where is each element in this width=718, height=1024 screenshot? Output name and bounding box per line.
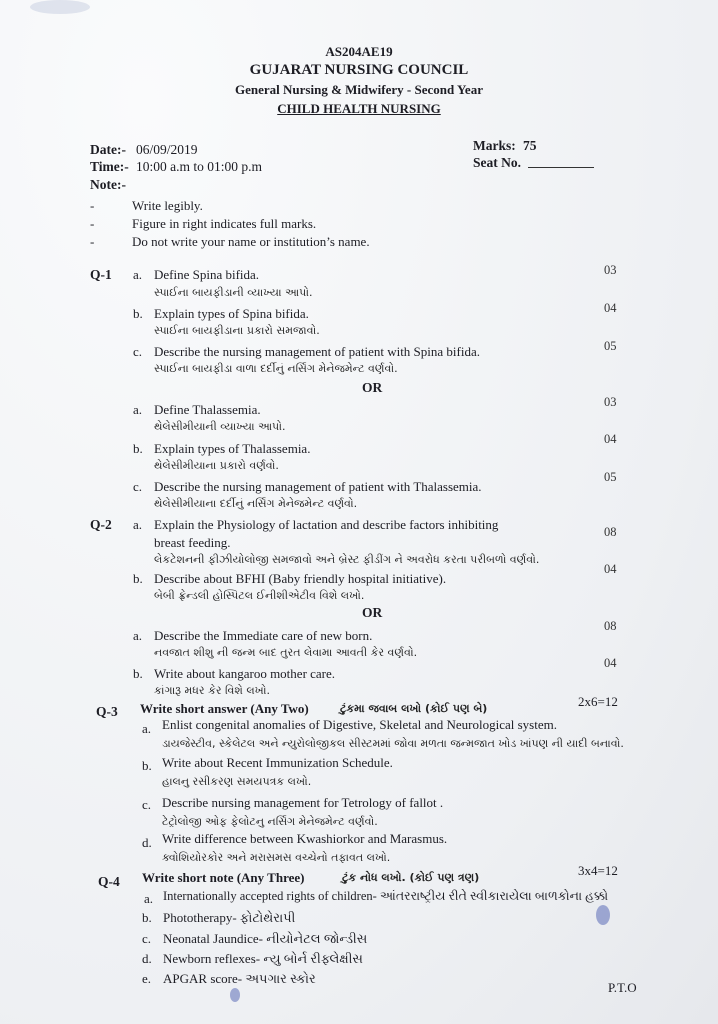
short-note-topic: APGAR score- અપગાર સ્કોર — [163, 971, 316, 986]
question-label: Q-2 — [90, 517, 112, 532]
question-text-gujarati: ડાયજેસ્ટીવ, સ્કેલેટલ અને ન્યુરોલોજીકલ સીસ્ટમમાં જોવા મળતા જન્મજાત ખોડ ખાંપણ ની યાદી બનાવો. — [162, 737, 624, 750]
question-marks: 03 — [604, 395, 617, 409]
short-note-topic: Internationally accepted rights of children- આંતરરાષ્ટ્રીય રીતે સ્વીકારાયેલા બાળકોના હક્કો — [163, 889, 609, 903]
question-text-gujarati: કાંગારૂ મધર કેર વિશે લખો. — [154, 684, 270, 697]
or-divider: OR — [362, 605, 383, 620]
question-text: Define Spina bifida. — [154, 267, 260, 282]
question-text-gujarati: થેલેસીમીયાના પ્રકારો વર્ણવો. — [154, 459, 279, 472]
item-letter: a. — [133, 267, 143, 282]
date-label: Date:- — [90, 142, 126, 157]
question-text-gujarati: થેલેસીમીયાના દર્દીનું નર્સિંગ મેનેજમેન્ટ વર્ણવો. — [154, 497, 358, 510]
question-marks: 04 — [604, 656, 617, 670]
note-item: Do not write your name or institution’s name. — [132, 234, 370, 249]
item-letter: b. — [133, 666, 143, 681]
question-marks: 04 — [604, 432, 617, 446]
short-note-topic: Phototherapy- ફોટોથેરાપી — [163, 910, 296, 925]
question-text-gujarati: બેબી ફ્રેન્ડલી હોસ્પિટલ ઈનીશીએટીવ વિશે લખો. — [154, 589, 365, 602]
question-text: Write difference between Kwashiorkor and Marasmus. — [162, 831, 448, 846]
question-marks: 04 — [604, 562, 617, 576]
section-title-gujarati: ટુંકમા જવાબ લખો (કોઈ પણ બે) — [340, 702, 488, 715]
course-name: General Nursing & Midwifery - Second Year — [235, 82, 483, 97]
item-letter: b. — [133, 441, 143, 456]
item-letter: c. — [133, 344, 143, 359]
question-text: Explain types of Spina bifida. — [154, 306, 309, 321]
question-text-gujarati: નવજાત શીશુ ની જન્મ બાદ તુરત લેવામા આવતી કેર વર્ણવો. — [154, 646, 418, 659]
question-text-gujarati: થેલેસીમીયાની વ્યાખ્યા આપો. — [154, 420, 286, 433]
item-letter: a. — [142, 721, 152, 736]
item-letter: a. — [133, 517, 143, 532]
item-letter: b. — [142, 758, 152, 773]
item-letter: b. — [133, 306, 143, 321]
question-label: Q-3 — [96, 704, 118, 719]
question-marks: 03 — [604, 263, 617, 277]
time-label: Time:- — [90, 159, 129, 174]
seat-label: Seat No. — [473, 155, 521, 170]
section-marks: 2x6=12 — [578, 694, 618, 709]
section-title: Write short answer (Any Two) — [140, 701, 309, 716]
note-dash: - — [90, 216, 95, 231]
question-text: Write about Recent Immunization Schedule. — [162, 755, 393, 770]
item-letter: b. — [133, 571, 143, 586]
question-text-gujarati: ક્વોશિયોરકોર અને મરાસમસ વચ્ચેનો તફાવત લખો. — [162, 851, 391, 864]
marks-label: Marks: — [473, 138, 516, 153]
question-marks: 04 — [604, 301, 617, 315]
question-text-gujarati: સ્પાઈના બાયફીડાની વ્યાખ્યા આપો. — [154, 286, 313, 299]
short-note-topic: Newborn reflexes- ન્યુ બોર્ન રીફ્લેક્ષીસ — [163, 951, 363, 966]
question-text-gujarati: હાલનુ રસીકરણ સમયપત્રક લખો. — [162, 775, 312, 788]
subject-title-text: CHILD HEALTH NURSING — [277, 101, 441, 116]
question-marks: 05 — [604, 470, 617, 484]
question-text: Describe the nursing management of patient with Thalassemia. — [154, 479, 482, 494]
question-text-continued: breast feeding. — [154, 535, 231, 550]
or-divider: OR — [362, 380, 383, 395]
note-item: Write legibly. — [132, 198, 203, 213]
ink-smudge — [230, 988, 240, 1002]
item-letter: c. — [142, 931, 152, 946]
note-dash: - — [90, 198, 95, 213]
section-marks: 3x4=12 — [578, 863, 618, 878]
question-text-gujarati: સ્પાઈના બાયફીડાના પ્રકારો સમજાવો. — [154, 324, 320, 337]
item-letter: d. — [142, 835, 152, 850]
item-letter: a. — [133, 628, 143, 643]
please-turn-over: P.T.O — [608, 980, 637, 995]
question-label: Q-1 — [90, 267, 112, 282]
paper-code: AS204AE19 — [325, 44, 393, 59]
ink-smudge — [30, 0, 90, 14]
question-text: Write about kangaroo mother care. — [154, 666, 336, 681]
question-marks: 08 — [604, 619, 617, 633]
item-letter: c. — [133, 479, 143, 494]
section-title: Write short note (Any Three) — [142, 870, 305, 885]
item-letter: d. — [142, 951, 152, 966]
question-marks: 05 — [604, 339, 617, 353]
item-letter: a. — [133, 402, 143, 417]
exam-date: 06/09/2019 — [136, 142, 198, 157]
question-text-gujarati: સ્પાઈના બાયફીડા વાળા દર્દીનું નર્સિંગ મેનેજમેન્ટ વર્ણવો. — [154, 362, 398, 375]
question-text: Describe the nursing management of patient with Spina bifida. — [154, 344, 480, 359]
question-text: Describe the Immediate care of new born. — [154, 628, 373, 643]
seat-number-blank — [528, 167, 594, 168]
question-text: Describe about BFHI (Baby friendly hospital initiative). — [154, 571, 447, 586]
council-name: GUJARAT NURSING COUNCIL — [249, 62, 469, 78]
ink-smudge — [596, 905, 610, 925]
question-label: Q-4 — [98, 874, 120, 889]
short-note-topic: Neonatal Jaundice- નીયોનેટલ જોન્ડીસ — [163, 931, 368, 946]
note-item: Figure in right indicates full marks. — [132, 216, 317, 231]
question-text: Explain the Physiology of lactation and describe factors inhibiting — [154, 517, 499, 532]
item-letter: e. — [142, 971, 152, 986]
note-dash: - — [90, 234, 95, 249]
question-text-gujarati: લેકટેશનની ફીઝીયોલોજી સમજાવો અને બ્રેસ્ટ ફીડીંગ ને અવરોધ કરતા પરીબળો વર્ણવો. — [154, 553, 540, 566]
note-label: Note:- — [90, 177, 126, 192]
item-letter: c. — [142, 797, 152, 812]
question-text: Enlist congenital anomalies of Digestive, Skeletal and Neurological system. — [162, 717, 557, 732]
item-letter: a. — [144, 891, 154, 906]
question-text-gujarati: ટેટ્રોલોજી ઓફ ફેલોટનુ નર્સિંગ મેનેજમેન્ટ વર્ણવો. — [162, 815, 378, 828]
subject-title — [0, 101, 718, 117]
item-letter: b. — [142, 910, 152, 925]
question-marks: 08 — [604, 525, 617, 539]
exam-time: 10:00 a.m to 01:00 p.m — [136, 159, 262, 174]
question-text: Define Thalassemia. — [154, 402, 261, 417]
section-title-gujarati: ટુંક નોધ લખો. (કોઈ પણ ત્રણ) — [342, 871, 480, 884]
question-text: Explain types of Thalassemia. — [154, 441, 311, 456]
total-marks: 75 — [523, 138, 537, 153]
question-text: Describe nursing management for Tetrology of fallot . — [162, 795, 444, 810]
